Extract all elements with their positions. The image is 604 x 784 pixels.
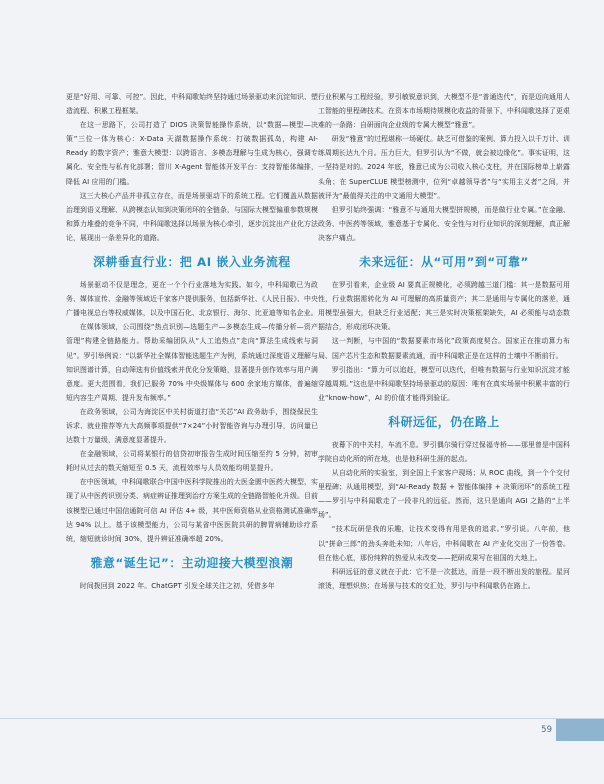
paragraph: 研发“雅意”的过程堪称一场硬仗。缺乏可借鉴的案例、算力投入以千万计、训练周期长达九个月。压力巨大，但罗引认为“不做，就会被边缘化”。事实证明，这一坚持是对的。2024 年底，雅意已成为公司收入核心支柱，并在国际榜单上崭露头角；在 SuperCLUE 模型榜测中，位列“卓越领导者”与“实用主义者”之间，并被评为“最值得关注的中文通用大模型”。 [318,135,571,200]
paragraph: 但罗引始终强调：“雅意不与通用大模型拼规模，而是做行业专属。”在金融、政务、中医药等领域，雅意基于专属化、安全性与对行业知识的深刻理解，真正解决客户痛点。 [318,205,570,242]
paragraph: 时间拨回到 2022 年。ChatGPT 引发全球关注之初，凭借多年 [79,581,275,590]
paragraph: 更是“好用、可靠、可控”。因此，中科闻歌始终坚持通过场景驱动来沉淀知识、塑造流程、积累工程框架。 [66,93,319,116]
page-number: 59 [541,725,552,735]
paragraph: 在这一思路下，公司打造了 DIOS 决策智能操作系统，以“数据—模型—决策”三位一体为核心：X-Data 天湖数据操作系统：打破数据孤岛，构建 AI-Ready 的数字资产；雅意大模型：以跨语言、多模态理解与生成为核心，强调专属化、安全性与私有化部署；智川 X-Agent 智能体开发平台：支持智能体编排，降低 AI 应用的门槛。 [66,121,318,186]
paragraph: 在政务领域，公司为海淀区中关村街道打造“关芯”AI 政务助手，围绕保民生诉求、就业推荐等九大高频事项提供“7×24”小时智能咨询与办理引导，访问量已达数十万量级，满意度显著提升。 [66,407,318,445]
paragraph: 在媒体领域，公司围绕“热点识别—选题生产—多模态生成—传播分析—资产管理”构建全链路能力。帮助采编团队从“人工追热点”走向“算法生成线索与洞见”。罗引举例说：“以新华社全媒体智能选题生产为例，系统通过深度语义理解与知识图谱计算，自动筛选有价值线索并优化分发策略，显著提升创作效率与用户满意度。更大范围看，我们已服务 70% 中央级媒体与 600 余家地方媒体，普遍缩短内容生产周期、提升发布频率。” [66,323,319,402]
paragraph: 这三大核心产品并非孤立存在，而是场景驱动下的系统工程。它们覆盖从数据治理到语义理解、从跨模态认知到决策闭环的全链条，与国际大模型偏重参数规模和算力堆叠的竞争不同，中科闻歌选择以场景为核心牵引，逐步沉淀出产业化方法论，展现出一条差异化的道路。 [66,191,318,242]
paragraph: 在中医领域，中科闻歌联合中国中医科学院推出的大医金匮中医药大模型，实现了从中医药识别分类、病症辨证推理到治疗方案生成的全链路智能化升级。目前该模型已通过中国信通院可信 AI 评估 4+ 级，其中医师资格从业资格测试准确率达 94% 以上。基于该模型能力，公司与某省中医医院共研的脾胃病辅助诊疗系统，缩短就诊时间 30%，提升辨证准确率超 20%。 [66,478,318,543]
paragraph: 夜幕下的中关村，车流不息。罗引偶尔骑行穿过保福寺桥——那里曾是中国科学院自动化所的所在地，也是他科研生涯的起点。 [318,440,570,463]
footer-divider [0,718,604,771]
page-number-bar [556,719,604,741]
paragraph: 罗引指出：“算力可以追赶，模型可以迭代，但唯有数据与行业知识沉淀才能穿越周期。”这也是中科闻歌坚持场景驱动的原因：唯有在真实场景中积累丰富的行业“know-how”，AI 的价值才能得到验证。 [318,365,570,402]
right-column [318,90,570,593]
paragraph: 从自动化所的实验室，到全国上千家客户现场；从 ROC 曲线，到一个个交付里程碑；从通用模型，到“AI-Ready 数据 + 智能体编排 + 决策闭环”的系统工程——罗引与中科闻歌走了一段非凡的远征。然而，这只是通向 AGI 之路的“上半场”。 [318,469,570,520]
left-column [66,90,318,593]
paragraph: 在金融领域，公司将某银行的信贷初审报告生成时间压缩至约 5 分钟，初审耗时从过去的数天缩短至 0.5 天，流程效率与人员效能均明显提升。 [66,450,318,473]
section-heading-future-expedition: 未来远征：从“可用”到“可靠” [359,255,529,270]
section-heading-vertical-industries: 深耕垂直行业：把 AI 嵌入业务流程 [93,255,291,270]
paragraph: 行业积累与工程经验，罗引敏锐意识到，大模型不是“普通迭代”，而是迈向通用人工智能的里程碑技术。在资本市场期待规模化收益的背景下，中科闻歌选择了更艰难的一条路：自研面向企业级的专属大模型“雅意”。 [318,93,571,130]
section-heading-yayi-birth: 雅意“诞生记”：主动迎接大模型浪潮 [90,555,294,570]
paragraph: 这一判断，与中国的“数据要素市场化”政策高度契合。国家正在推动算力布局、国产芯片生态和数据要素流通，而中科闻歌正是在这样的土壤中不断前行。 [318,337,570,360]
paragraph: “技术玩研是我的乐趣，让技术变得有用是我的追求。”罗引说。八年前，他以“拼命三郎”的劲头奔赴未知；八年后，中科闻歌在 AI 产业化交出了一份答卷。但在他心底，那份纯粹的热爱从未改变——把研成果写在祖国的大地上。 [318,525,570,562]
section-heading-research-expedition: 科研远征，仍在路上 [388,414,500,429]
paragraph: 科研远征的意义就在于此：它不是一次抵达，而是一段不断出发的旅程。星河滚烫，理想炽热；在场景与技术的交汇处，罗引与中科闻歌仍在路上。 [318,567,570,590]
paragraph: 在罗引看来，企业级 AI 要真正规模化，必须跨越三道门槛：其一是数据可用性，行业数据需转化为 AI 可理解的高质量资产；其二是通用与专属化的落差，通用模型虽强大，但缺乏行业适配；其三是实时决策框架缺失，AI 必须能与动态数据结合，形成闭环决策。 [318,281,570,332]
paragraph: 场景驱动不仅是理念，更在一个个行业落地为实践。如今，中科闻歌已为政务、媒体宣传、金融等领域近千家客户提供服务，包括新华社、《人民日报》、中央广播电视总台等权威媒体，以及中国石化、北京银行、海尔、比亚迪等知名企业。 [66,281,318,318]
